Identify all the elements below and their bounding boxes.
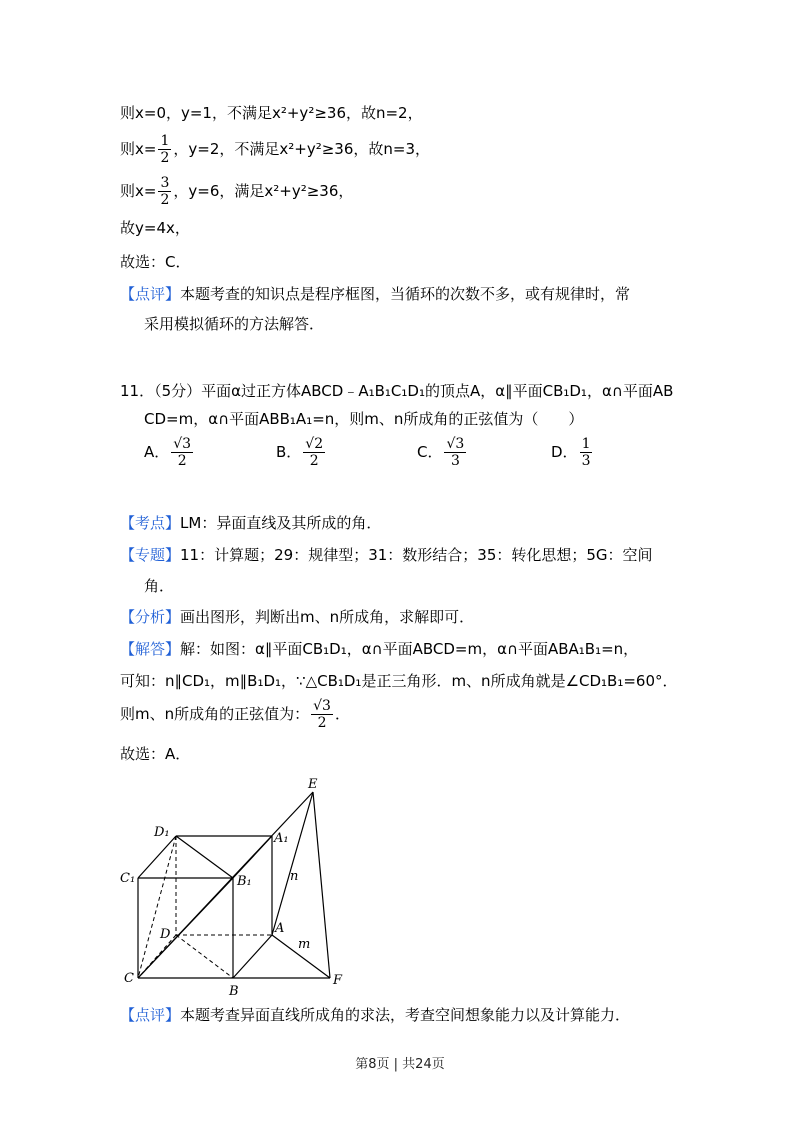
comment-line: 【点评】本题考查异面直线所成角的求法，考查空间想象能力以及计算能力．: [120, 1006, 631, 1024]
kaodian-line: 【考点】LM：异面直线及其所成的角．: [120, 514, 382, 532]
zhuanti-line: 【专题】11：计算题；29：规律型；31：数形结合；35：转化思想；5G：空间: [120, 546, 653, 564]
option-c: C． $\frac{√3}{3}$: [417, 436, 465, 469]
label-C1: C₁: [120, 871, 136, 886]
label-D: D: [160, 927, 171, 942]
option-b: B． $\frac{√2}{2}$: [276, 436, 324, 469]
text-line: 故选：A．: [120, 745, 191, 763]
zhuanti-line: 角．: [144, 577, 175, 595]
fenxi-tag: 【分析】: [120, 608, 181, 626]
label-A1: A₁: [274, 831, 289, 846]
fenxi-line: 【分析】画出图形，判断出m、n所成角，求解即可．: [120, 608, 475, 626]
label-E: E: [308, 777, 318, 792]
comment-line: 采用模拟循环的方法解答．: [144, 315, 325, 333]
jieda-line: 【解答】解：如图：α∥平面CB₁D₁，α∩平面ABCD=m，α∩平面ABA₁B₁=n，: [120, 640, 639, 658]
label-D1: D₁: [154, 825, 170, 840]
text-line: 可知：n∥CD₁，m∥B₁D₁，∵△CB₁D₁是正三角形．m、n所成角就是∠CD₁B₁=60°．: [120, 672, 678, 690]
question-text: 11．（5分）平面α过正方体ABCD﹣A₁B₁C₁D₁的顶点A，α∥平面CB₁D₁，α∩平面AB: [120, 382, 674, 400]
comment-line: 【点评】本题考查的知识点是程序框图，当循环的次数不多，或有规律时，常: [120, 285, 631, 303]
fraction: $\frac{3}{2}$: [160, 175, 170, 208]
fraction: $\frac{√3}{2}$: [313, 698, 331, 731]
text-line: 则x= $\frac{1}{2}$ ，y=2，不满足x²+y²≥36，故n=3，: [120, 133, 430, 166]
option-d: D． $\frac{1}{3}$: [551, 436, 591, 469]
text-line: 则m、n所成角的正弦值为： $\frac{√3}{2}$ ．: [120, 698, 350, 731]
label-F: F: [333, 973, 343, 988]
page-footer: 第8页 | 共24页: [355, 1057, 445, 1072]
option-a: A． $\frac{√3}{2}$: [144, 436, 192, 469]
kaodian-tag: 【考点】: [120, 514, 181, 532]
jieda-tag: 【解答】: [120, 640, 181, 658]
text-line: 则x= $\frac{3}{2}$ ，y=6，满足x²+y²≥36，: [120, 175, 354, 208]
label-A: A: [275, 921, 285, 936]
question-text: CD=m，α∩平面ABB₁A₁=n，则m、n所成角的正弦值为（ ）: [144, 410, 584, 428]
label-B: B: [229, 984, 239, 999]
comment-tag: 【点评】: [120, 285, 181, 303]
label-m: m: [298, 937, 311, 952]
label-n: n: [290, 869, 299, 884]
label-B1: B₁: [237, 874, 252, 889]
zhuanti-tag: 【专题】: [120, 546, 181, 564]
fraction: $\frac{1}{2}$: [160, 133, 170, 166]
text-line: 则x=0，y=1，不满足x²+y²≥36，故n=2，: [120, 104, 423, 122]
comment-tag: 【点评】: [120, 1006, 181, 1024]
text-line: 故y=4x，: [120, 219, 190, 237]
text-line: 故选：C．: [120, 253, 191, 271]
label-C: C: [124, 971, 134, 986]
